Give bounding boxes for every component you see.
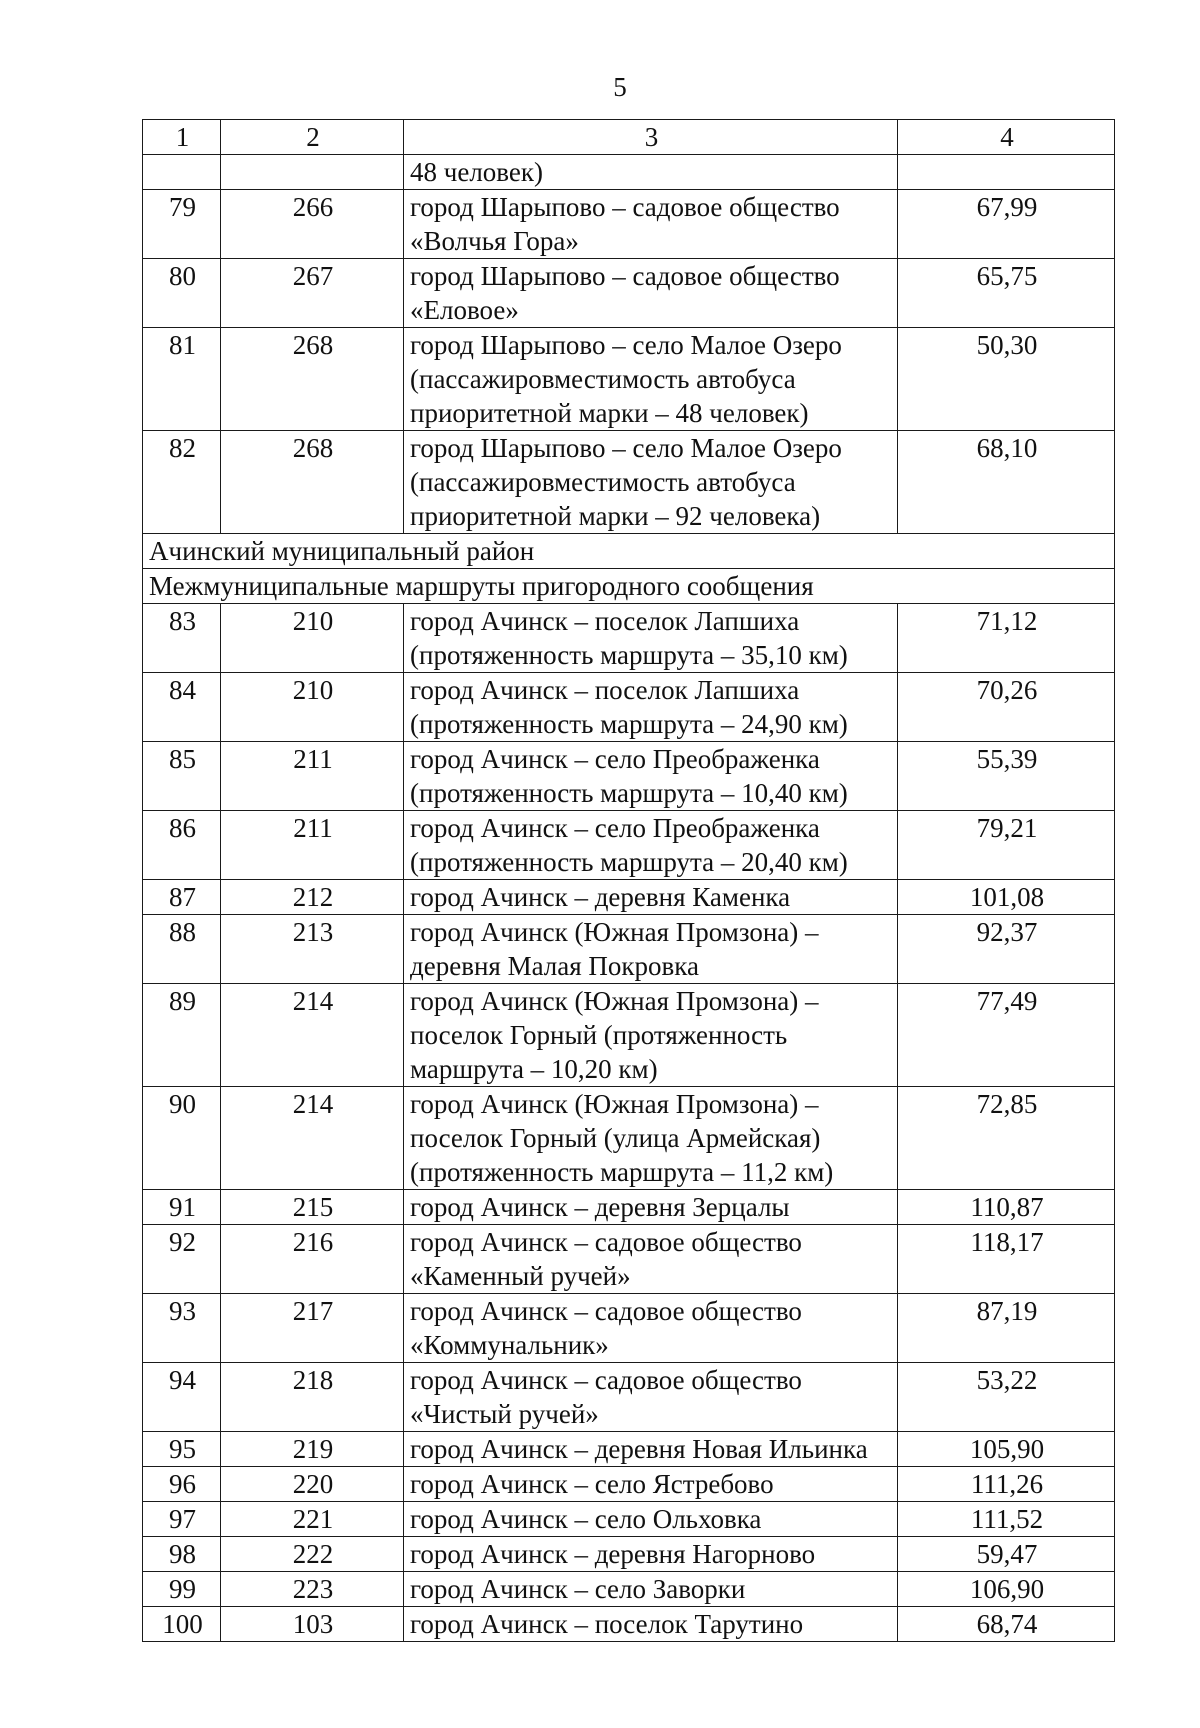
tariff-value: 111,26 (898, 1467, 1115, 1502)
row-number: 95 (143, 1432, 221, 1467)
table-row (143, 1432, 1115, 1467)
tariff-value: 101,08 (898, 880, 1115, 915)
route-description-line: город Шарыпово – садовое общество (410, 261, 840, 291)
table-row (143, 1225, 1115, 1294)
route-description-line: «Чистый ручей» (410, 1399, 599, 1429)
table-row (143, 673, 1115, 742)
route-description (404, 1225, 898, 1294)
route-description-line: город Ачинск – деревня Зерцалы (410, 1192, 790, 1222)
tariff-value: 92,37 (898, 915, 1115, 984)
route-description-line: поселок Горный (улица Армейская) (410, 1123, 821, 1153)
row-number: 88 (143, 915, 221, 984)
route-description-line: город Ачинск – село Ястребово (410, 1469, 774, 1499)
row-number: 81 (143, 328, 221, 431)
route-number: 221 (221, 1502, 404, 1537)
tariff-value: 67,99 (898, 190, 1115, 259)
route-description-line: (пассажировместимость автобуса (410, 364, 796, 394)
route-description-line: город Ачинск – деревня Каменка (410, 882, 791, 912)
route-description-line: маршрута – 10,20 км) (410, 1054, 658, 1084)
table-row (143, 155, 1115, 190)
tariff-value: 68,74 (898, 1607, 1115, 1642)
route-description-line: город Ачинск – поселок Лапшиха (410, 606, 800, 636)
route-description-line: город Ачинск (Южная Промзона) – (410, 986, 819, 1016)
route-description-line: «Коммунальник» (410, 1330, 609, 1360)
route-number: 103 (221, 1607, 404, 1642)
route-description (404, 1537, 898, 1572)
route-description (404, 155, 898, 190)
route-description (404, 328, 898, 431)
tariff-value: 118,17 (898, 1225, 1115, 1294)
table-row (143, 431, 1115, 534)
table-row (143, 880, 1115, 915)
route-number: 268 (221, 328, 404, 431)
row-number: 90 (143, 1087, 221, 1190)
route-description-line: город Ачинск – садовое общество (410, 1227, 802, 1257)
route-description-line: (пассажировместимость автобуса (410, 467, 796, 497)
tariff-value: 79,21 (898, 811, 1115, 880)
route-description (404, 915, 898, 984)
route-description-line: город Ачинск – садовое общество (410, 1296, 802, 1326)
tariff-value: 59,47 (898, 1537, 1115, 1572)
table-row (143, 190, 1115, 259)
route-description-line: «Волчья Гора» (410, 226, 579, 256)
route-description-line: приоритетной марки – 48 человек) (410, 398, 809, 428)
tariff-value: 87,19 (898, 1294, 1115, 1363)
route-description-line: (протяженность маршрута – 24,90 км) (410, 709, 848, 739)
route-description-line: город Ачинск – поселок Лапшиха (410, 675, 800, 705)
route-description-line: город Ачинск – поселок Тарутино (410, 1609, 804, 1639)
tariff-value: 71,12 (898, 604, 1115, 673)
route-number: 210 (221, 673, 404, 742)
route-description (404, 259, 898, 328)
route-description-line: «Еловое» (410, 295, 519, 325)
tariff-value: 77,49 (898, 984, 1115, 1087)
route-description-line: (протяженность маршрута – 35,10 км) (410, 640, 848, 670)
row-number: 83 (143, 604, 221, 673)
route-description (404, 1294, 898, 1363)
table-row (143, 742, 1115, 811)
table-row (143, 915, 1115, 984)
tariff-value: 105,90 (898, 1432, 1115, 1467)
route-description-line: город Шарыпово – садовое общество (410, 192, 840, 222)
table-row (143, 1572, 1115, 1607)
section-row (143, 569, 1115, 604)
row-number: 84 (143, 673, 221, 742)
tariff-value: 106,90 (898, 1572, 1115, 1607)
route-description (404, 1432, 898, 1467)
route-description-line: «Каменный ручей» (410, 1261, 631, 1291)
route-description-line: приоритетной марки – 92 человека) (410, 501, 821, 531)
row-number: 87 (143, 880, 221, 915)
tariff-value (898, 155, 1115, 190)
tariff-value: 110,87 (898, 1190, 1115, 1225)
route-number: 213 (221, 915, 404, 984)
row-number: 80 (143, 259, 221, 328)
table-row (143, 1607, 1115, 1642)
route-description (404, 880, 898, 915)
route-description-line: город Ачинск – село Преображенка (410, 813, 820, 843)
route-description (404, 1467, 898, 1502)
row-number: 79 (143, 190, 221, 259)
route-description-line: город Ачинск (Южная Промзона) – (410, 917, 819, 947)
tariff-value: 70,26 (898, 673, 1115, 742)
section-row (143, 534, 1115, 569)
table-row (143, 1363, 1115, 1432)
routes-table-body (143, 120, 1115, 1642)
row-number: 89 (143, 984, 221, 1087)
route-description-line: город Ачинск – деревня Нагорново (410, 1539, 816, 1569)
table-row (143, 1502, 1115, 1537)
table-row (143, 1294, 1115, 1363)
route-number: 215 (221, 1190, 404, 1225)
route-number: 216 (221, 1225, 404, 1294)
tariff-value: 50,30 (898, 328, 1115, 431)
route-number: 214 (221, 984, 404, 1087)
route-description (404, 1607, 898, 1642)
tariff-value: 53,22 (898, 1363, 1115, 1432)
route-description (404, 190, 898, 259)
route-description-line: город Ачинск – село Ольховка (410, 1504, 762, 1534)
route-description-line: (протяженность маршрута – 10,40 км) (410, 778, 848, 808)
route-description-line: город Шарыпово – село Малое Озеро (410, 433, 842, 463)
table-row (143, 1087, 1115, 1190)
route-description (404, 742, 898, 811)
route-description-line: город Ачинск – садовое общество (410, 1365, 802, 1395)
header-cell-2: 2 (221, 120, 404, 155)
routes-table (142, 119, 1115, 1642)
route-description (404, 604, 898, 673)
table-row (143, 1537, 1115, 1572)
tariff-value: 72,85 (898, 1087, 1115, 1190)
table-row (143, 1467, 1115, 1502)
route-description-line: поселок Горный (протяженность (410, 1020, 788, 1050)
header-cell-4: 4 (898, 120, 1115, 155)
route-description-line: 48 человек) (410, 157, 543, 187)
route-description-line: (протяженность маршрута – 20,40 км) (410, 847, 848, 877)
route-number: 267 (221, 259, 404, 328)
row-number: 91 (143, 1190, 221, 1225)
route-description-line: деревня Малая Покровка (410, 951, 699, 981)
route-description-line: город Ачинск (Южная Промзона) – (410, 1089, 819, 1119)
row-number: 92 (143, 1225, 221, 1294)
route-description (404, 1572, 898, 1607)
page-number: 5 (613, 72, 627, 102)
header-cell-3: 3 (404, 120, 898, 155)
row-number: 93 (143, 1294, 221, 1363)
route-number: 214 (221, 1087, 404, 1190)
tariff-value: 65,75 (898, 259, 1115, 328)
route-description-line: город Шарыпово – село Малое Озеро (410, 330, 842, 360)
route-number: 220 (221, 1467, 404, 1502)
table-row (143, 328, 1115, 431)
route-number: 268 (221, 431, 404, 534)
route-description (404, 431, 898, 534)
route-description (404, 1363, 898, 1432)
table-row (143, 811, 1115, 880)
route-description-line: город Ачинск – село Заворки (410, 1574, 746, 1604)
route-number: 210 (221, 604, 404, 673)
row-number (143, 155, 221, 190)
route-number: 217 (221, 1294, 404, 1363)
route-number: 266 (221, 190, 404, 259)
row-number: 85 (143, 742, 221, 811)
section-heading: Межмуниципальные маршруты пригородного сообщения (143, 569, 1115, 604)
route-description-line: (протяженность маршрута – 11,2 км) (410, 1157, 834, 1187)
route-description-line: город Ачинск – село Преображенка (410, 744, 820, 774)
tariff-value: 55,39 (898, 742, 1115, 811)
section-heading: Ачинский муниципальный район (143, 534, 1115, 569)
route-number: 211 (221, 811, 404, 880)
route-number (221, 155, 404, 190)
route-description (404, 1190, 898, 1225)
route-description (404, 984, 898, 1087)
row-number: 94 (143, 1363, 221, 1432)
route-number: 211 (221, 742, 404, 811)
table-row (143, 604, 1115, 673)
row-number: 97 (143, 1502, 221, 1537)
row-number: 86 (143, 811, 221, 880)
row-number: 98 (143, 1537, 221, 1572)
route-number: 218 (221, 1363, 404, 1432)
route-description-line: город Ачинск – деревня Новая Ильинка (410, 1434, 868, 1464)
route-number: 223 (221, 1572, 404, 1607)
tariff-value: 68,10 (898, 431, 1115, 534)
route-description (404, 811, 898, 880)
header-cell-1: 1 (143, 120, 221, 155)
row-number: 82 (143, 431, 221, 534)
row-number: 100 (143, 1607, 221, 1642)
route-description (404, 673, 898, 742)
table-header-row (143, 120, 1115, 155)
route-number: 219 (221, 1432, 404, 1467)
table-row (143, 259, 1115, 328)
route-description (404, 1087, 898, 1190)
route-number: 212 (221, 880, 404, 915)
route-number: 222 (221, 1537, 404, 1572)
route-description (404, 1502, 898, 1537)
table-row (143, 984, 1115, 1087)
table-row (143, 1190, 1115, 1225)
tariff-value: 111,52 (898, 1502, 1115, 1537)
row-number: 99 (143, 1572, 221, 1607)
row-number: 96 (143, 1467, 221, 1502)
